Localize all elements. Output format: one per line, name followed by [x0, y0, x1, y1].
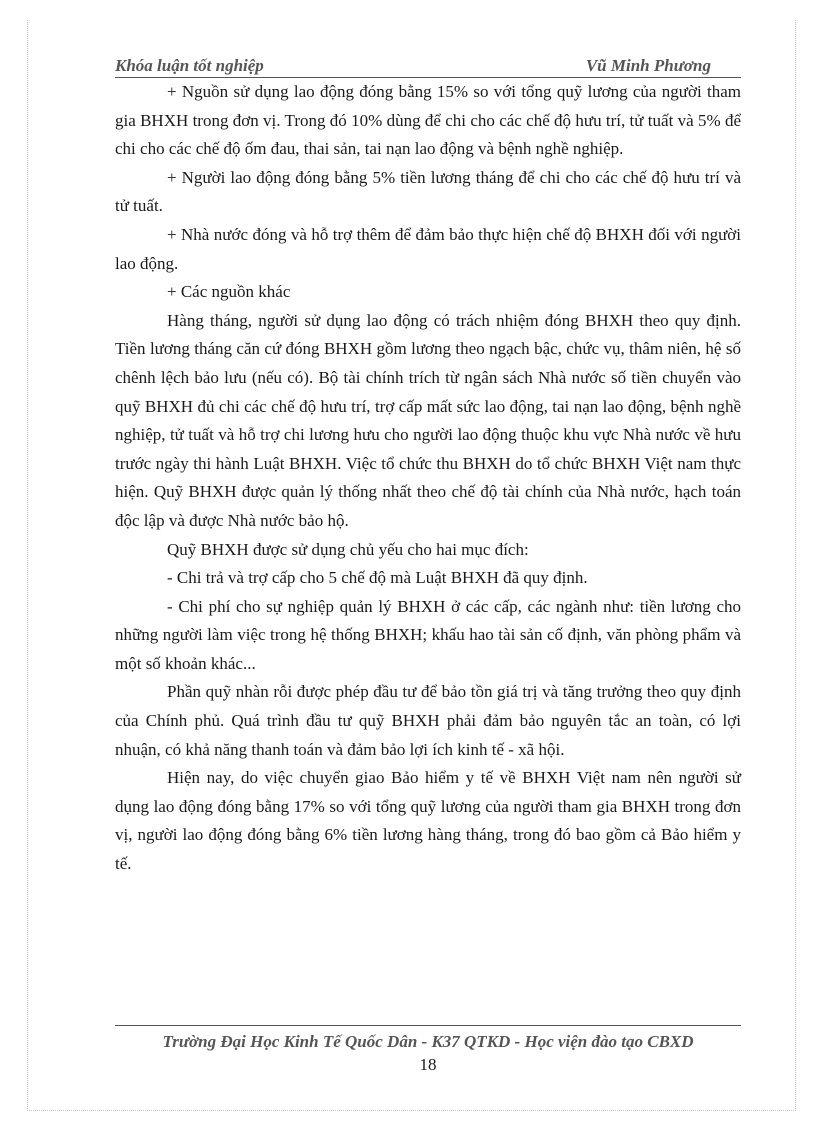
- paragraph: + Các nguồn khác: [167, 282, 291, 302]
- paragraph: - Chi trả và trợ cấp cho 5 chế độ mà Luật BHXH đã quy định.: [167, 568, 588, 588]
- page-border-bottom: [27, 1110, 796, 1111]
- page-border-right: [795, 20, 796, 1111]
- paragraph: + Người lao động đóng bằng 5% tiền lương tháng để chi cho các chế độ hưu trí và tử tuất.: [115, 167, 741, 216]
- page-border-left: [27, 20, 28, 1111]
- paragraph: Hiện nay, do việc chuyển giao Bảo hiểm y tế về BHXH Việt nam nên người sử dụng lao động đóng bằng 17% so với tổng quỹ lương của người tham gia BHXH trong đơn vị, người lao động đóng bằng 6% tiền lương hàng tháng, trong đó bao gồm cả Bảo hiểm y tế.: [115, 768, 741, 874]
- page-header: [115, 50, 741, 76]
- header-author: Vũ Minh Phương: [585, 56, 711, 75]
- paragraph: - Chi phí cho sự nghiệp quản lý BHXH ở các cấp, các ngành như: tiền lương cho những người làm việc trong hệ thống BHXH; khấu hao tài sản cố định, văn phòng phẩm và một số khoản khác...: [115, 596, 741, 673]
- paragraph: Hàng tháng, người sử dụng lao động có trách nhiệm đóng BHXH theo quy định. Tiền lương tháng căn cứ đóng BHXH gồm lương theo ngạch bậc, chức vụ, thâm niên, hệ số chênh lệch bảo lưu (nếu có). Bộ tài chính trích từ ngân sách Nhà nước số tiền chuyển vào quỹ BHXH đủ chi các chế độ hưu trí, trợ cấp mất sức lao động, tai nạn lao động, bệnh nghề nghiệp, tử tuất và hỗ trợ chi lương hưu cho người lao động thuộc khu vực Nhà nước về hưu trước ngày thi hành Luật BHXH. Việc tổ chức thu BHXH do tổ chức BHXH Việt nam thực hiện. Quỹ BHXH được quản lý thống nhất theo chế độ tài chính của Nhà nước, hạch toán độc lập và được Nhà nước bảo hộ.: [115, 310, 741, 530]
- paragraph: Phần quỹ nhàn rỗi được phép đầu tư để bảo tồn giá trị và tăng trưởng theo quy định của Chính phủ. Quá trình đầu tư quỹ BHXH phải đảm bảo nguyên tắc an toàn, có lợi nhuận, có khả năng thanh toán và đảm bảo lợi ích kinh tế - xã hội.: [115, 682, 741, 759]
- paragraph: + Nguồn sử dụng lao động đóng bằng 15% so với tổng quỹ lương của người tham gia BHXH trong đơn vị. Trong đó 10% dùng để chi cho các chế độ hưu trí, tử tuất và 5% để chi cho các chế độ ốm đau, thai sản, tai nạn lao động và bệnh nghề nghiệp.: [115, 82, 741, 159]
- paragraph: Quỹ BHXH được sử dụng chủ yếu cho hai mục đích:: [167, 539, 529, 559]
- paragraph: + Nhà nước đóng và hỗ trợ thêm để đảm bảo thực hiện chế độ BHXH đối với người lao động.: [115, 224, 741, 273]
- document-body: [115, 78, 741, 879]
- footer-rule: [115, 1025, 741, 1026]
- page-number: 18: [419, 1055, 437, 1074]
- page-footer: Trường Đại Học Kinh Tế Quốc Dân - K37 QTKD - Học viện đào tạo CBXD: [162, 1032, 694, 1051]
- header-title: Khóa luận tốt nghiệp: [115, 56, 264, 75]
